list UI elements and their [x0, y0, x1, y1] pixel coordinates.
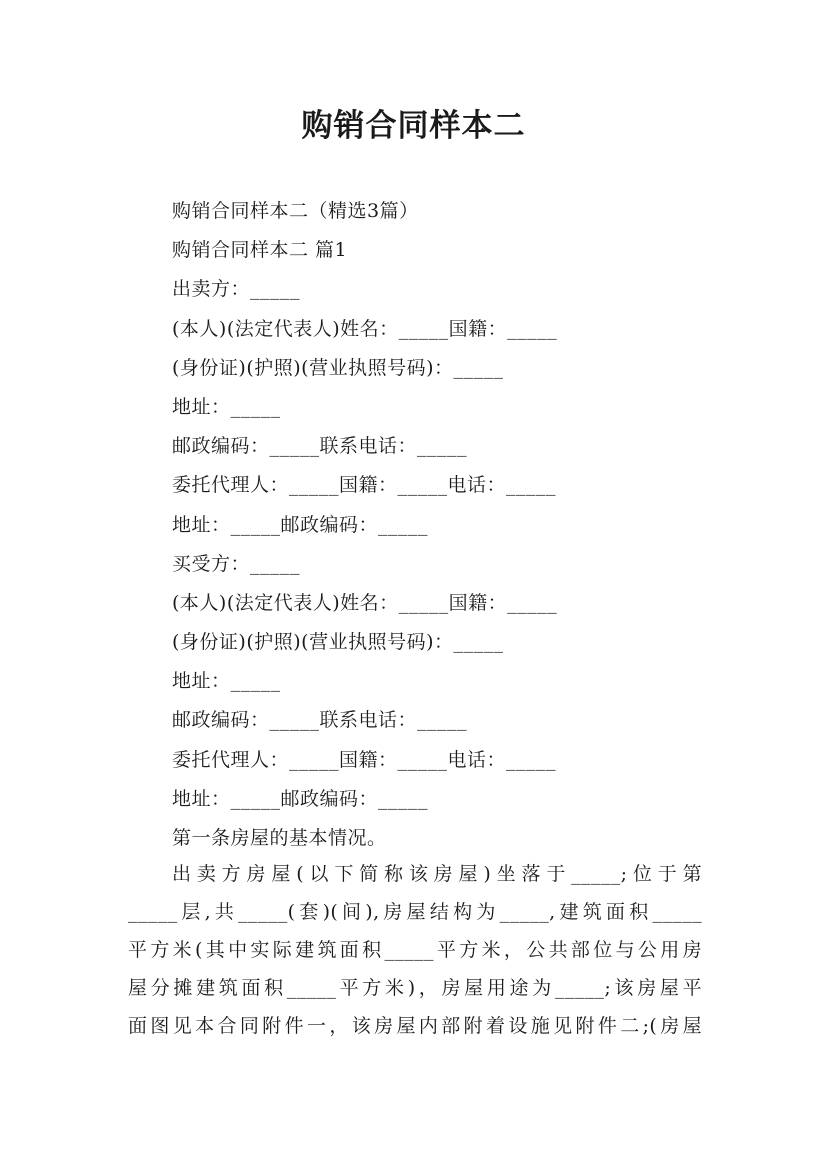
buyer-id-line: (身份证)(护照)(营业执照号码)：_____	[172, 631, 504, 654]
article-one-paragraph	[128, 855, 702, 1045]
buyer-name-line: (本人)(法定代表人)姓名：_____国籍：_____	[172, 591, 558, 614]
seller-line: 出卖方：_____	[172, 278, 301, 301]
seller-agent-address-line: 地址：_____邮政编码：_____	[172, 513, 429, 536]
seller-id-line: (身份证)(护照)(营业执照号码)：_____	[172, 356, 504, 379]
seller-address-line: 地址：_____	[172, 395, 281, 418]
buyer-postcode-line: 邮政编码：_____联系电话：_____	[172, 709, 468, 732]
page-title: 购销合同样本二	[301, 108, 526, 144]
paragraph-line: 平方米(其中实际建筑面积_____平方米，公共部位与公用房	[128, 939, 702, 961]
paragraph-line: _____层,共_____(套)(间),房屋结构为_____,建筑面积_____	[128, 901, 702, 923]
paragraph-line: 屋分摊建筑面积_____平方米)，房屋用途为_____;该房屋平	[128, 977, 702, 999]
article-one-heading: 第一条房屋的基本情况。	[172, 827, 387, 849]
seller-agent-line: 委托代理人：_____国籍：_____电话：_____	[172, 474, 557, 497]
buyer-agent-address-line: 地址：_____邮政编码：_____	[172, 787, 429, 810]
buyer-address-line: 地址：_____	[172, 670, 281, 693]
subtitle-line: 购销合同样本二（精选3篇）	[172, 200, 419, 222]
section-heading: 购销合同样本二 篇1	[172, 239, 348, 262]
buyer-line: 买受方：_____	[172, 552, 301, 575]
seller-postcode-line: 邮政编码：_____联系电话：_____	[172, 435, 468, 458]
paragraph-line: 面图见本合同附件一，该房屋内部附着设施见附件二;(房屋	[128, 1015, 702, 1037]
buyer-agent-line: 委托代理人：_____国籍：_____电话：_____	[172, 748, 557, 771]
contract-lines	[172, 196, 732, 862]
seller-name-line: (本人)(法定代表人)姓名：_____国籍：_____	[172, 317, 558, 340]
paragraph-line: 出卖方房屋(以下简称该房屋)坐落于_____;位于第	[172, 863, 702, 885]
